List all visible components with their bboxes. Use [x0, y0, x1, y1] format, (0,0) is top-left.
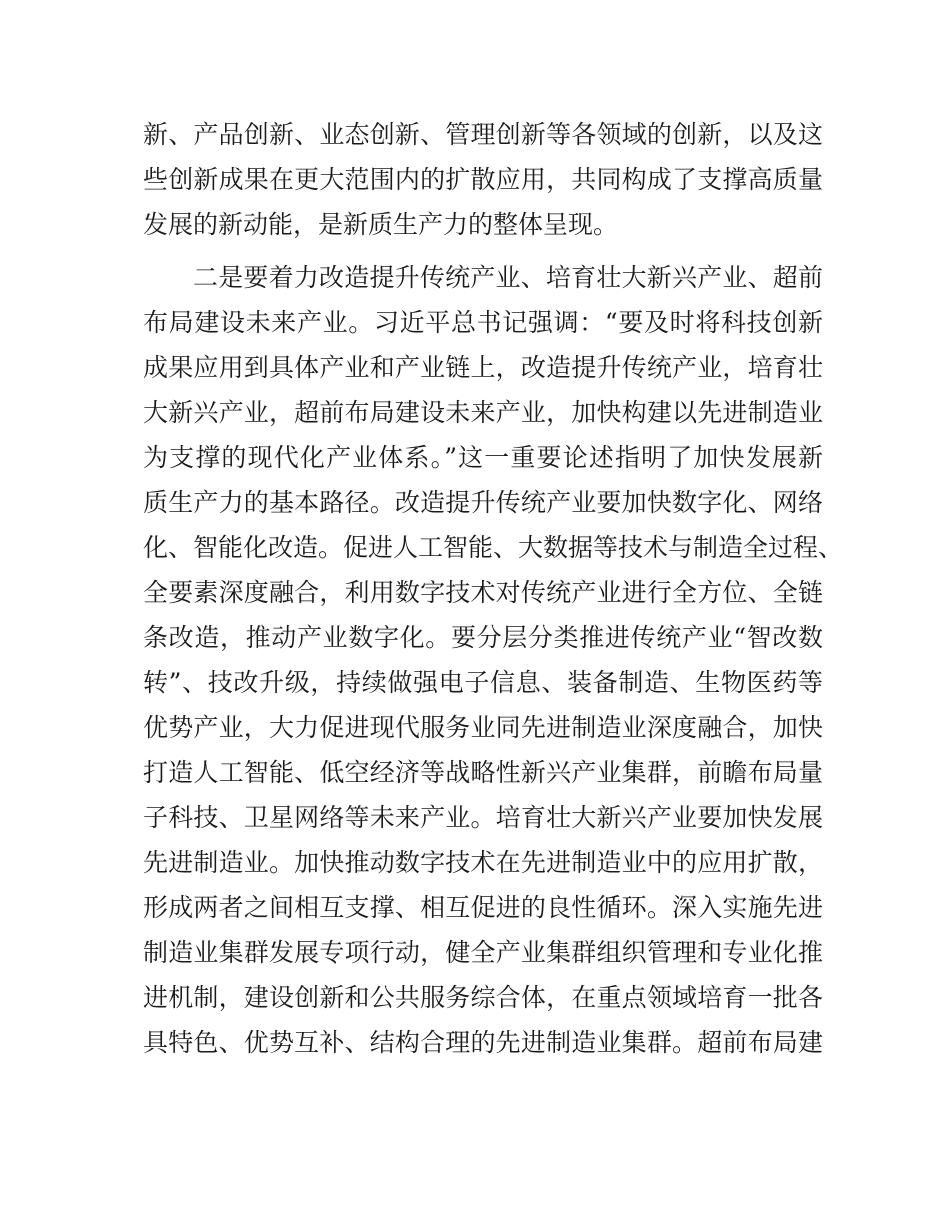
- paragraph-line: 质生产力的基本路径。改造提升传统产业要加快数字化、网络: [143, 488, 823, 517]
- paragraph-line: 优势产业，大力促进现代服务业同先进制造业深度融合，加快: [143, 713, 823, 742]
- paragraph-line: 化、智能化改造。促进人工智能、大数据等技术与制造全过程、: [143, 533, 844, 562]
- paragraph-line: 制造业集群发展专项行动，健全产业集群组织管理和专业化推: [143, 938, 823, 967]
- paragraph-line: 成果应用到具体产业和产业链上，改造提升传统产业，培育壮: [143, 353, 823, 382]
- paragraph-line: 形成两者之间相互支撑、相互促进的良性循环。深入实施先进: [143, 893, 823, 922]
- paragraph-line: 具特色、优势互补、结构合理的先进制造业集群。超前布局建: [143, 1028, 823, 1057]
- paragraph-line: 条改造，推动产业数字化。要分层分类推进传统产业“智改数: [143, 623, 823, 652]
- paragraph-line: 子科技、卫星网络等未来产业。培育壮大新兴产业要加快发展: [143, 803, 823, 832]
- paragraph-line: 转”、技改升级，持续做强电子信息、装备制造、生物医药等: [143, 668, 823, 697]
- paragraph-line: 布局建设未来产业。习近平总书记强调：“要及时将科技创新: [143, 308, 823, 337]
- paragraph-line: 全要素深度融合，利用数字技术对传统产业进行全方位、全链: [143, 578, 823, 607]
- paragraph-line: 些创新成果在更大范围内的扩散应用，共同构成了支撑高质量: [143, 165, 823, 194]
- paragraph-line: 进机制，建设创新和公共服务综合体，在重点领域培育一批各: [143, 983, 823, 1012]
- paragraph-line: 大新兴产业，超前布局建设未来产业，加快构建以先进制造业: [143, 398, 823, 427]
- body-text: [143, 112, 844, 1065]
- paragraph-line: 新、产品创新、业态创新、管理创新等各领域的创新，以及这: [143, 120, 823, 149]
- paragraph-line: 打造人工智能、低空经济等战略性新兴产业集群，前瞻布局量: [143, 758, 823, 787]
- paragraph-gap: [143, 247, 823, 255]
- paragraph-line: 先进制造业。加快推动数字技术在先进制造业中的应用扩散，: [143, 848, 823, 877]
- paragraph-1: [143, 112, 823, 247]
- paragraph-line: 为支撑的现代化产业体系。”这一重要论述指明了加快发展新: [143, 443, 823, 472]
- paragraph-line: 二是要着力改造提升传统产业、培育壮大新兴产业、超前: [193, 263, 823, 292]
- paragraph-2: [143, 255, 844, 1065]
- paragraph-line: 发展的新动能，是新质生产力的整体呈现。: [143, 210, 619, 239]
